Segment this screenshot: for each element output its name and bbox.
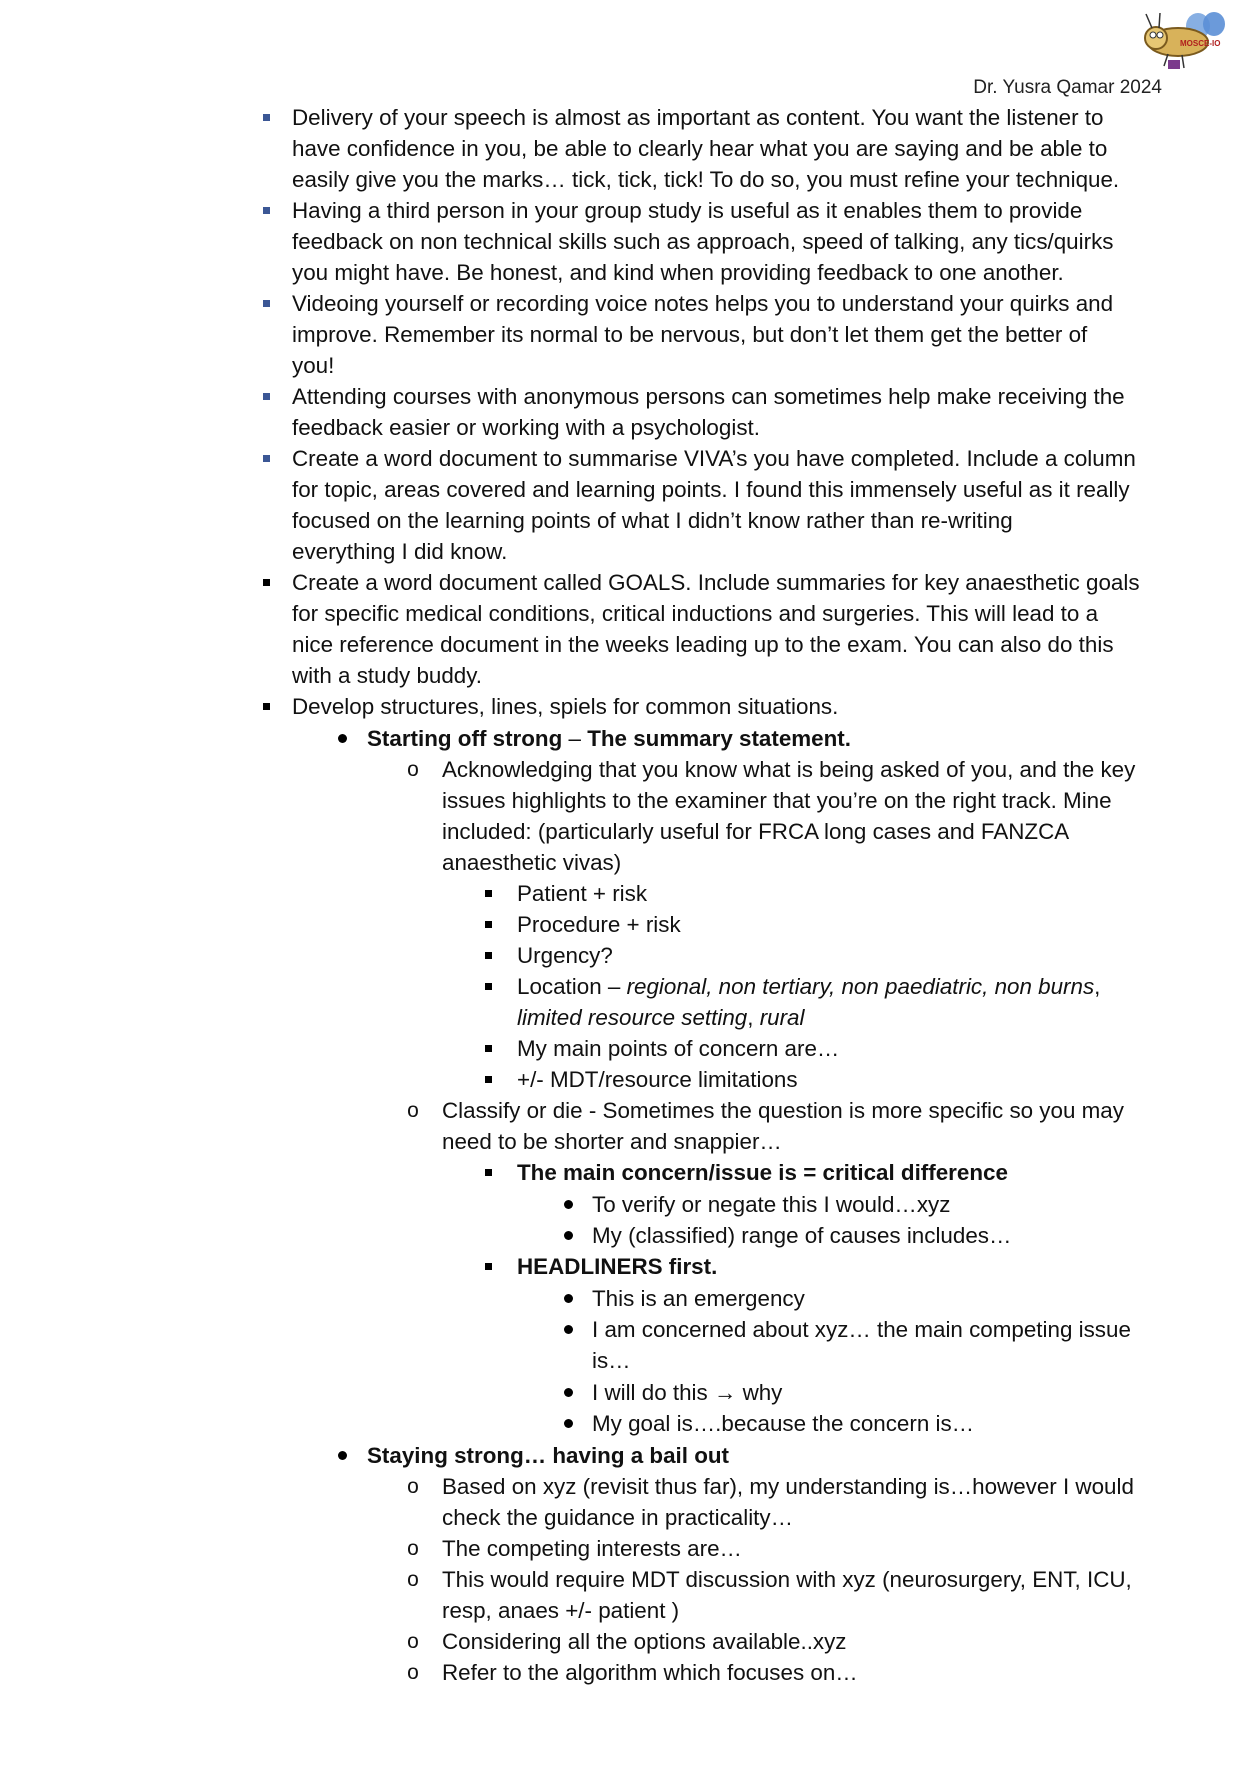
circle-bullet-icon: o bbox=[407, 1630, 419, 1653]
list-item-text: is… bbox=[592, 1348, 631, 1373]
list-item: Having a third person in your group study is useful as it enables them to provide bbox=[0, 195, 1248, 226]
list-item-text: you might have. Be honest, and kind when providing feedback to one another. bbox=[292, 260, 1064, 285]
square-bullet-icon bbox=[256, 195, 276, 226]
list-item-text: improve. Remember its normal to be nervous, but don’t let them get the better of bbox=[292, 322, 1088, 347]
svg-text:MOSCE-IO: MOSCE-IO bbox=[1180, 39, 1221, 48]
circle-bullet-icon: o bbox=[407, 758, 419, 781]
square-bullet-icon bbox=[478, 878, 498, 909]
list-item-text: nice reference document in the weeks leading up to the exam. You can also do this bbox=[292, 632, 1114, 657]
arrow-icon: → bbox=[713, 1380, 737, 1405]
square-bullet-icon bbox=[256, 443, 276, 474]
round-bullet-icon bbox=[558, 1220, 578, 1251]
square-bullet-icon bbox=[478, 971, 498, 1002]
square-bullet-icon bbox=[256, 567, 276, 598]
circle-bullet-icon: o bbox=[407, 1537, 419, 1560]
square-bullet-icon bbox=[256, 381, 276, 412]
list-item: Procedure + risk bbox=[0, 909, 1248, 940]
list-item: Staying strong… having a bail out bbox=[0, 1440, 1248, 1471]
list-item-text: with a study buddy. bbox=[292, 663, 483, 688]
list-item-text: you! bbox=[292, 353, 335, 378]
square-bullet-icon bbox=[478, 1251, 498, 1282]
square-bullet-icon bbox=[256, 102, 276, 133]
round-bullet-icon bbox=[558, 1283, 578, 1314]
list-item: Location – regional, non tertiary, non paediatric, non burns, bbox=[0, 971, 1248, 1002]
list-item: o Classify or die - Sometimes the question is more specific so you may bbox=[0, 1095, 1248, 1126]
list-item: Delivery of your speech is almost as important as content. You want the listener to bbox=[0, 102, 1248, 133]
list-item: +/- MDT/resource limitations bbox=[0, 1064, 1248, 1095]
square-bullet-icon bbox=[478, 1064, 498, 1095]
list-item: o The competing interests are… bbox=[0, 1533, 1248, 1564]
square-bullet-icon bbox=[256, 691, 276, 722]
list-item: Develop structures, lines, spiels for common situations. bbox=[0, 691, 1248, 722]
list-item-text: have confidence in you, be able to clearly hear what you are saying and be able to bbox=[292, 136, 1108, 161]
circle-bullet-icon: o bbox=[407, 1661, 419, 1684]
square-bullet-icon bbox=[478, 909, 498, 940]
round-bullet-icon bbox=[332, 723, 352, 754]
list-item: Create a word document to summarise VIVA’s you have completed. Include a column bbox=[0, 443, 1248, 474]
list-item-text: feedback easier or working with a psychologist. bbox=[292, 415, 760, 440]
list-item: o Refer to the algorithm which focuses on… bbox=[0, 1657, 1248, 1688]
list-item: o Based on xyz (revisit thus far), my understanding is…however I would bbox=[0, 1471, 1248, 1502]
list-item: HEADLINERS first. bbox=[0, 1251, 1248, 1282]
list-item-text: easily give you the marks… tick, tick, tick! To do so, you must refine your technique. bbox=[292, 167, 1120, 192]
list-item-text: feedback on non technical skills such as approach, speed of talking, any tics/quirks bbox=[292, 229, 1114, 254]
list-item: To verify or negate this I would…xyz bbox=[0, 1189, 1248, 1220]
square-bullet-icon bbox=[256, 288, 276, 319]
list-item: o This would require MDT discussion with xyz (neurosurgery, ENT, ICU, bbox=[0, 1564, 1248, 1595]
list-item: Attending courses with anonymous persons can sometimes help make receiving the bbox=[0, 381, 1248, 412]
round-bullet-icon bbox=[558, 1314, 578, 1345]
square-bullet-icon bbox=[478, 1157, 498, 1188]
list-item: This is an emergency bbox=[0, 1283, 1248, 1314]
list-item-text: resp, anaes +/- patient ) bbox=[442, 1598, 680, 1623]
round-bullet-icon bbox=[558, 1408, 578, 1439]
list-item: o Acknowledging that you know what is being asked of you, and the key bbox=[0, 754, 1248, 785]
list-item-text: check the guidance in practicality… bbox=[442, 1505, 793, 1530]
list-item: My (classified) range of causes includes… bbox=[0, 1220, 1248, 1251]
list-item-text: anaesthetic vivas) bbox=[442, 850, 622, 875]
list-item: My goal is….because the concern is… bbox=[0, 1408, 1248, 1439]
list-item: Urgency? bbox=[0, 940, 1248, 971]
mosce-logo bbox=[1142, 8, 1234, 74]
list-item: The main concern/issue is = critical difference bbox=[0, 1157, 1248, 1188]
list-item: Videoing yourself or recording voice notes helps you to understand your quirks and bbox=[0, 288, 1248, 319]
circle-bullet-icon: o bbox=[407, 1475, 419, 1498]
list-item-text: need to be shorter and snappier… bbox=[442, 1129, 782, 1154]
list-item-text: everything I did know. bbox=[292, 539, 508, 564]
list-item-text: focused on the learning points of what I didn’t know rather than re-writing bbox=[292, 508, 1013, 533]
list-item: Starting off strong – The summary statement. bbox=[0, 723, 1248, 754]
list-item-text: included: (particularly useful for FRCA long cases and FANZCA bbox=[442, 819, 1070, 844]
list-item-text: limited resource setting, rural bbox=[517, 1005, 805, 1030]
list-item: Create a word document called GOALS. Include summaries for key anaesthetic goals bbox=[0, 567, 1248, 598]
circle-bullet-icon: o bbox=[407, 1099, 419, 1122]
round-bullet-icon bbox=[558, 1189, 578, 1220]
square-bullet-icon bbox=[478, 1033, 498, 1064]
list-item: My main points of concern are… bbox=[0, 1033, 1248, 1064]
list-item-text: issues highlights to the examiner that you’re on the right track. Mine bbox=[442, 788, 1112, 813]
header-author: Dr. Yusra Qamar 2024 bbox=[973, 77, 1162, 98]
list-item-text: for specific medical conditions, critical inductions and surgeries. This will lead to a bbox=[292, 601, 1099, 626]
round-bullet-icon bbox=[558, 1377, 578, 1408]
list-item: o Considering all the options available..xyz bbox=[0, 1626, 1248, 1657]
square-bullet-icon bbox=[478, 940, 498, 971]
list-item: Patient + risk bbox=[0, 878, 1248, 909]
list-item: I am concerned about xyz… the main competing issue bbox=[0, 1314, 1248, 1345]
circle-bullet-icon: o bbox=[407, 1568, 419, 1591]
list-item: I will do this → why bbox=[0, 1377, 1248, 1408]
round-bullet-icon bbox=[332, 1440, 352, 1471]
list-item-text: for topic, areas covered and learning points. I found this immensely useful as it really bbox=[292, 477, 1130, 502]
